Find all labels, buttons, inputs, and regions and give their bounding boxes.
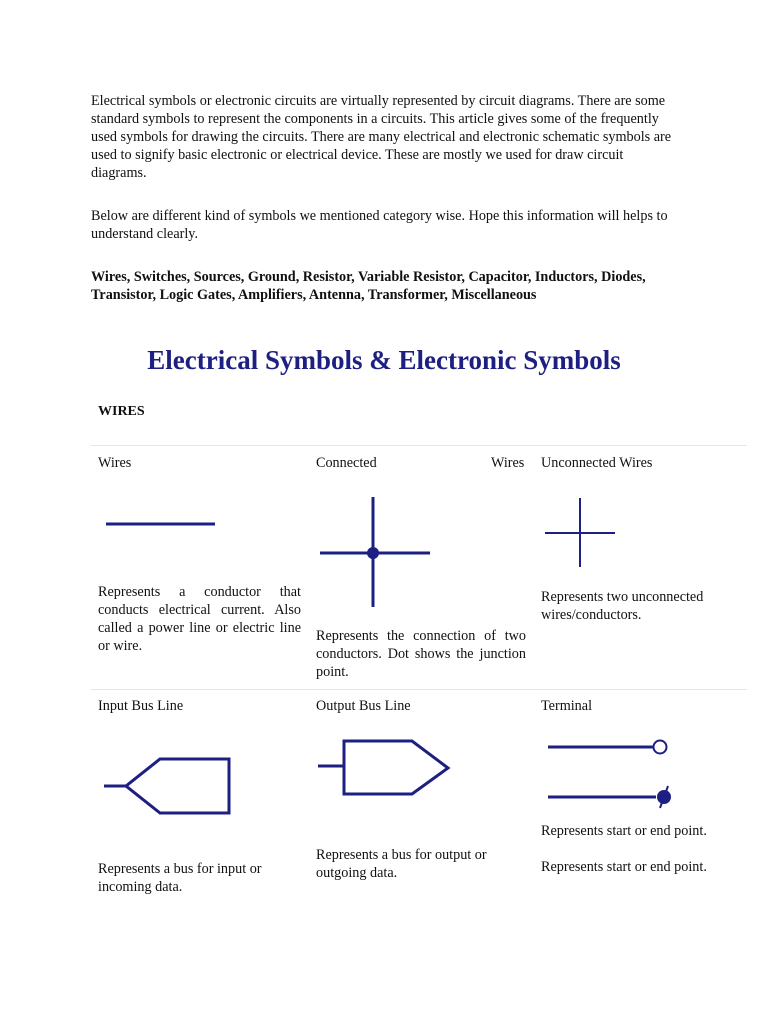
symbol-title-output-bus: Output Bus Line — [316, 698, 411, 714]
symbol-desc-connected: Represents the connection of two conductors. Dot shows the junction point. — [316, 628, 526, 680]
symbol-desc-terminal-2: Represents start or end point. — [541, 859, 707, 875]
intro-paragraph-1: Electrical symbols or electronic circuits are virtually represented by circuit diagrams. There are some standard symbols to represent the components in a circuits. This article gives some of the frequently used symbols for drawing the circuits. There are many electrical and electronic schematic symbols are used to signify basic electronic or electrical device. These are mostly we used for draw circuit diagrams. — [91, 93, 672, 181]
symbol-title-input-bus: Input Bus Line — [98, 698, 184, 714]
symbol-desc-input-bus: Represents a bus for input or incoming data. — [98, 861, 262, 895]
symbol-title-connected-wires: Wires — [491, 455, 525, 471]
symbol-title-unconnected: Unconnected Wires — [541, 455, 653, 471]
symbol-desc-output-bus: Represents a bus for output or outgoing data. — [316, 847, 487, 881]
symbol-title-wires: Wires — [98, 455, 132, 471]
symbol-desc-terminal-1: Represents start or end point. — [541, 823, 707, 839]
page-title: Electrical Symbols & Electronic Symbols — [147, 345, 621, 375]
symbol-desc-wires: Represents a conductor that conducts electrical current. Also called a power line or electric line or wire. — [98, 584, 301, 654]
symbol-title-terminal: Terminal — [541, 698, 593, 714]
section-heading: WIRES — [98, 404, 145, 419]
symbol-desc-unconnected: Represents two unconnected wires/conductors. — [541, 589, 704, 623]
intro-paragraph-2: Below are different kind of symbols we mentioned category wise. Hope this information will helps to understand clearly. — [91, 208, 668, 242]
symbol-title-connected: Connected — [316, 455, 377, 471]
category-list: Wires, Switches, Sources, Ground, Resistor, Variable Resistor, Capacitor, Inductors, Diodes, Transistor, Logic Gates, Amplifiers, Antenna, Transformer, Miscellaneous — [91, 269, 646, 303]
